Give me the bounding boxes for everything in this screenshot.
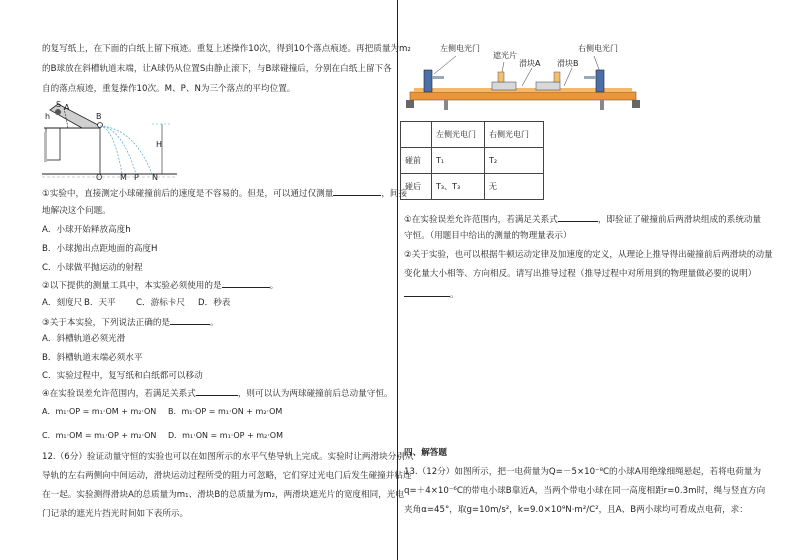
air-track-figure <box>404 52 644 116</box>
table-header-cell: 右侧光电门 <box>485 122 544 148</box>
slider-b-label: 滑块B <box>557 59 579 68</box>
right-q2-answer <box>404 287 459 301</box>
q3-option-b: B．斜槽轨道末端必须水平 <box>42 353 143 363</box>
q3-answer-blank[interactable] <box>170 315 210 325</box>
label-o: O <box>96 173 103 182</box>
q2-answer-blank[interactable] <box>222 278 270 288</box>
right-q1-line2: 守恒。（用题目中给出的测量的物理量表示） <box>404 231 572 241</box>
q3-option-c: C．实验过程中，复写纸和白纸都可以移动 <box>42 371 203 381</box>
column-divider <box>397 0 398 560</box>
q1-stem <box>42 186 407 200</box>
left-gate-label: 左侧电光门 <box>440 44 480 53</box>
label-s: S <box>56 100 62 109</box>
q12-line-2: 导轨的左右两侧向中间运动，滑块运动过程所受的阻力可忽略，它们穿过光电门后发生碰撞并粘连 <box>42 471 412 481</box>
table-cell: 碰前 <box>401 148 432 174</box>
q3-option-a: A．斜槽轨道必须光滑 <box>42 334 126 344</box>
right-q1-post: ，即验证了碰撞前后两滑块组成的系统动量 <box>597 215 762 225</box>
q13-line-3: 夹角α=45°，取g=10m/s²，k=9.0×10⁹N·m²/C²，且A、B两小球均可看成点电荷，求： <box>404 505 748 515</box>
q12-line-1: 12.（6分）验证动量守恒的实验也可以在如图所示的水平气垫导轨上完成。实验时让两滑块分别从 <box>42 452 414 462</box>
intro-line-2: 的B球放在斜槽轨道末端，让A球仍从位置S由静止滚下，与B球碰撞后，分别在白纸上留下各 <box>42 64 392 74</box>
intro-line-1: 的复写纸上，在下面的白纸上留下痕迹。重复上述操作10次，得到10个落点痕迹。再把质量为m₂ <box>42 44 411 54</box>
q1-option-b: B．小球抛出点距地面的高度H <box>42 244 158 254</box>
section-heading: 四、解答题 <box>404 448 447 458</box>
results-table <box>400 121 544 200</box>
right-q1-pre: ①在实验误差允许范围内，若满足关系式 <box>404 215 558 225</box>
q2-option-b: B．天平 <box>84 298 116 308</box>
q4-option-c: C．m₁·OM = m₁·OP + m₂·ON <box>42 431 157 440</box>
right-gate-label: 右侧电光门 <box>578 44 618 53</box>
q13-line-1: 13.（12分）如图所示，把一电荷量为Q=－5×10⁻⁸C的小球A用绝缘细绳悬起，若将电荷量为 <box>404 467 762 477</box>
q1-stem-line2: 地解决这个问题。 <box>42 206 111 216</box>
q1-stem-post: ，间接 <box>381 189 408 199</box>
label-H: H <box>156 140 163 149</box>
right-q2-answer-blank[interactable] <box>404 287 450 297</box>
q4-stem-post: ，则可以认为两球碰撞前后总动量守恒。 <box>237 389 393 399</box>
right-q1-stem <box>404 212 761 226</box>
slider-a-label: 滑块A <box>519 59 541 68</box>
q3-stem: ③关于本实验，下列说法正确的是 。 <box>42 315 219 329</box>
chute-figure <box>42 98 177 180</box>
q2-stem-text: ②以下提供的测量工具中，本实验必须使用的是 <box>42 281 222 291</box>
table-row <box>401 174 544 200</box>
table-header-cell <box>401 122 432 148</box>
table-cell: T₁ <box>432 148 485 174</box>
q3-stem-text: ③关于本实验，下列说法正确的是 <box>42 318 171 328</box>
q12-line-4: 门记录的遮光片挡光时间如下表所示。 <box>42 509 189 519</box>
q4-stem-pre: ④在实验误差允许范围内，若满足关系式 <box>42 389 196 399</box>
q2-option-d: D．秒表 <box>198 298 231 308</box>
right-q2-line2: 变化量大小相等、方向相反。请写出推导过程（推导过程中对所用到的物理量做必要的说明） <box>404 269 757 279</box>
label-a: A <box>64 103 70 112</box>
label-b: B <box>96 112 102 121</box>
right-q2-end: 。 <box>450 290 459 300</box>
label-m: M <box>120 173 127 182</box>
table-cell: 碰后 <box>401 174 432 200</box>
table-cell: 无 <box>485 174 544 200</box>
q4-answer-blank[interactable] <box>196 386 238 396</box>
table-header-cell: 左侧光电门 <box>432 122 485 148</box>
intro-line-3: 自的落点痕迹，重复操作10次。M、P、N为三个落点的平均位置。 <box>42 84 296 94</box>
label-n: N <box>152 173 158 182</box>
q4-option-a: A．m₁·OP = m₁·OM + m₂·ON <box>42 407 157 416</box>
q1-answer-blank[interactable] <box>333 186 381 196</box>
q1-option-a: A．小球开始释放高度h <box>42 225 131 235</box>
q1-stem-pre: ①实验中，直接测定小球碰撞前后的速度是不容易的。但是，可以通过仅测量 <box>42 189 334 199</box>
q1-option-c: C．小球做平抛运动的射程 <box>42 263 143 273</box>
q13-line-2: q=＋4×10⁻⁶C的带电小球B靠近A，当两个带电小球在同一高度相距r=0.3m时，绳与竖直方向 <box>404 486 766 496</box>
label-p: P <box>134 173 139 182</box>
table-row <box>401 148 544 174</box>
label-h: h <box>45 112 51 121</box>
q2-stem: ②以下提供的测量工具中，本实验必须使用的是 。 <box>42 278 278 292</box>
q2-option-c: C．游标卡尺 <box>136 298 185 308</box>
q2-option-a: A．刻度尺 <box>42 298 83 308</box>
table-cell: T₃、T₃ <box>432 174 485 200</box>
table-header-row <box>401 122 544 148</box>
q4-option-d: D．m₁·ON = m₁·OP + m₂·OM <box>168 431 283 440</box>
shade-label: 遮光片 <box>493 51 517 60</box>
q12-line-3: 在一起。实验测得滑块A的总质量为m₁、滑块B的总质量为m₂，两滑块遮光片的宽度相同，光电 <box>42 490 404 500</box>
q4-option-b: B．m₁·OP = m₁·ON + m₂·OM <box>168 407 283 416</box>
right-q2-line1: ②关于实验，也可以根据牛顿运动定律及加速度的定义，从理论上推导得出碰撞前后两滑块的动量 <box>404 250 773 260</box>
table-cell: T₂ <box>485 148 544 174</box>
right-q1-answer-blank[interactable] <box>558 212 598 222</box>
q4-stem <box>42 386 393 400</box>
